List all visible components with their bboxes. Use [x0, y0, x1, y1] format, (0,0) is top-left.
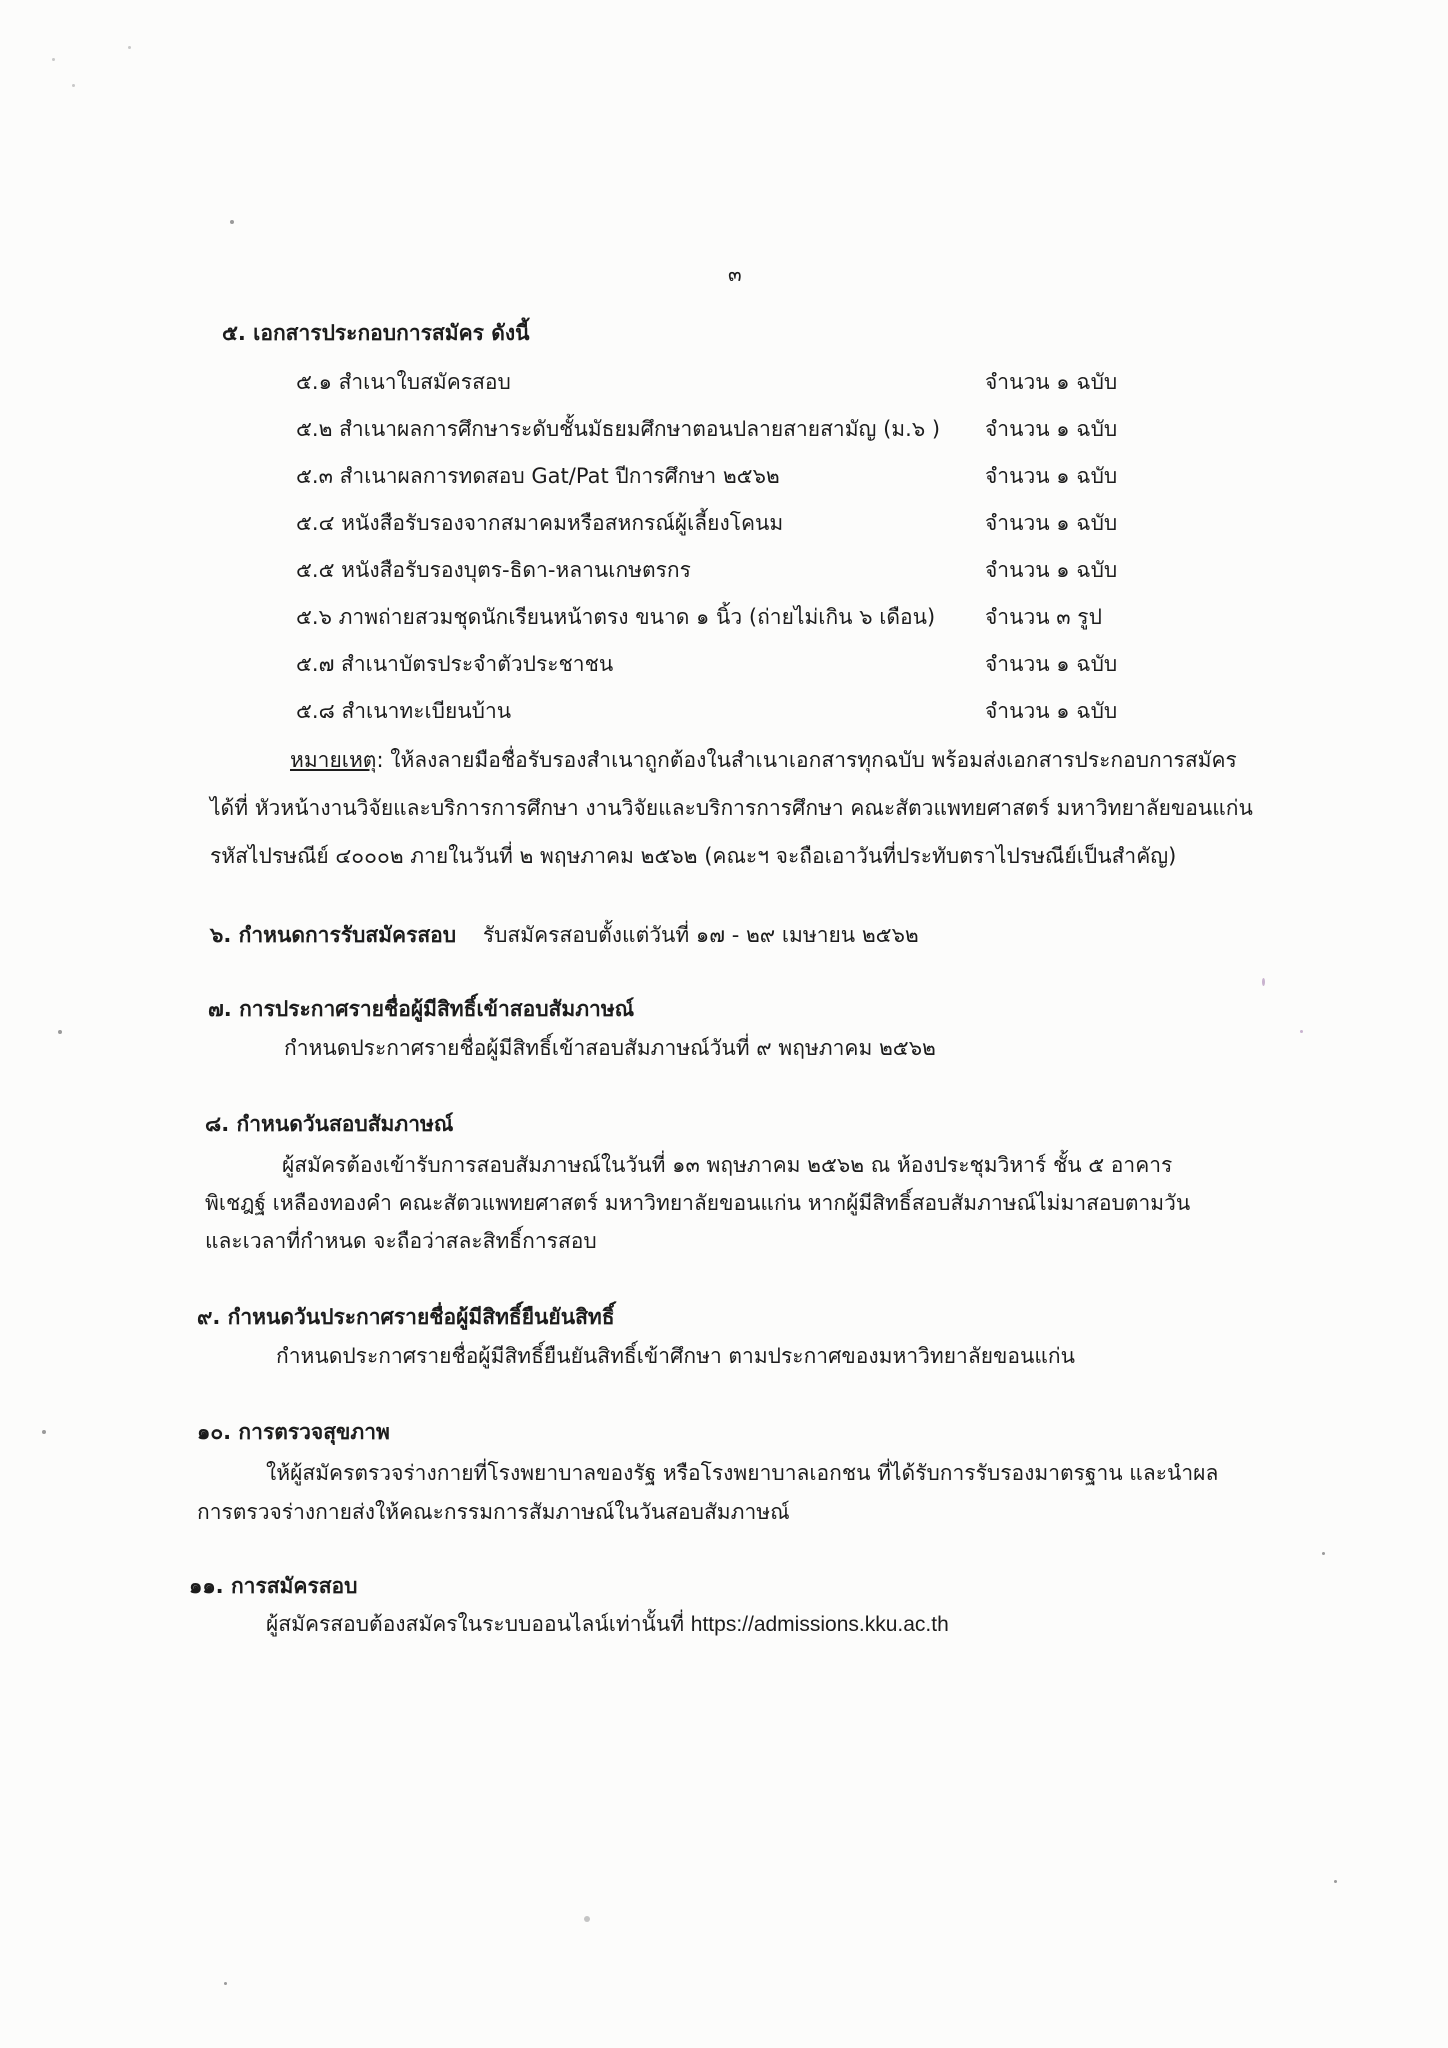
note-label: หมายเหตุ — [290, 748, 377, 772]
section-10-line-1: ให้ผู้สมัครตรวจร่างกายที่โรงพยาบาลของรัฐ หรือโรงพยาบาลเอกชน ที่ได้รับการรับรองมาตรฐาน และนำผล — [266, 1461, 1219, 1485]
admissions-url: https://admissions.kku.ac.th — [690, 1613, 949, 1636]
section-9-heading: ๙. กำหนดวันประกาศรายชื่อผู้มีสิทธิ์ยืนยันสิทธิ์ — [197, 1305, 615, 1329]
scan-speck — [224, 1982, 227, 1985]
item-text: ๕.๓ สำเนาผลการทดสอบ Gat/Pat ปีการศึกษา ๒๕๖๒ — [296, 464, 780, 488]
note-text-1: : ให้ลงลายมือชื่อรับรองสำเนาถูกต้องในสำเนาเอกสารทุกฉบับ พร้อมส่งเอกสารประกอบการสมัคร — [376, 748, 1237, 772]
section-8-line-1: ผู้สมัครต้องเข้ารับการสอบสัมภาษณ์ในวันที่ ๑๓ พฤษภาคม ๒๕๖๒ ณ ห้องประชุมวิหาร์ ชั้น ๕ อาคาร — [282, 1153, 1173, 1177]
section-11-text — [266, 1609, 949, 1640]
section-7-heading: ๗. การประกาศรายชื่อผู้มีสิทธิ์เข้าสอบสัมภาษณ์ — [208, 997, 635, 1021]
section-7-text: กำหนดประกาศรายชื่อผู้มีสิทธิ์เข้าสอบสัมภาษณ์วันที่ ๙ พฤษภาคม ๒๕๖๒ — [284, 1036, 936, 1060]
scan-speck — [52, 58, 55, 61]
scan-speck — [128, 46, 131, 49]
section-10-line-2: การตรวจร่างกายส่งให้คณะกรรมการสัมภาษณ์ในวันสอบสัมภาษณ์ — [197, 1500, 790, 1524]
item-text: ๕.๕ หนังสือรับรองบุตร-ธิดา-หลานเกษตรกร — [296, 558, 691, 582]
note-line-1 — [290, 745, 1237, 775]
item-qty: จำนวน ๑ ฉบับ — [985, 464, 1118, 488]
item-qty: จำนวน ๑ ฉบับ — [985, 511, 1118, 535]
scan-speck — [1334, 1880, 1337, 1883]
scan-speck — [1262, 978, 1265, 986]
item-qty: จำนวน ๑ ฉบับ — [985, 417, 1118, 441]
scan-speck — [230, 220, 234, 224]
section-6-text: รับสมัครสอบตั้งแต่วันที่ ๑๗ - ๒๙ เมษายน ๒๕๖๒ — [482, 923, 919, 947]
section-11-heading: ๑๑. การสมัครสอบ — [189, 1574, 358, 1598]
scan-speck — [42, 1430, 46, 1434]
item-text: ๕.๘ สำเนาทะเบียนบ้าน — [296, 699, 512, 723]
section-5-heading: ๕. เอกสารประกอบการสมัคร ดังนี้ — [222, 321, 530, 345]
item-text: ๕.๗ สำเนาบัตรประจำตัวประชาชน — [296, 652, 614, 676]
item-text: ๕.๔ หนังสือรับรองจากสมาคมหรือสหกรณ์ผู้เลี้ยงโคนม — [296, 511, 784, 535]
item-qty: จำนวน ๑ ฉบับ — [985, 370, 1118, 394]
scan-speck — [58, 1030, 62, 1034]
item-qty: จำนวน ๓ รูป — [985, 605, 1102, 629]
item-text: ๕.๒ สำเนาผลการศึกษาระดับชั้นมัธยมศึกษาตอนปลายสายสามัญ (ม.๖ ) — [296, 417, 941, 441]
section-6-heading: ๖. กำหนดการรับสมัครสอบ — [210, 923, 457, 947]
section-8-line-2: พิเชฎฐ์ เหลืองทองคำ คณะสัตวแพทยศาสตร์ มหาวิทยาลัยขอนแก่น หากผู้มีสิทธิ์สอบสัมภาษณ์ไม่มาสอบตามวัน — [205, 1191, 1191, 1215]
scan-speck — [1322, 1552, 1325, 1555]
section-10-heading: ๑๐. การตรวจสุขภาพ — [197, 1420, 390, 1444]
section-11-label: ผู้สมัครสอบต้องสมัครในระบบออนไลน์เท่านั้นที่ — [266, 1612, 685, 1636]
item-qty: จำนวน ๑ ฉบับ — [985, 699, 1118, 723]
section-8-line-3: และเวลาที่กำหนด จะถือว่าสละสิทธิ์การสอบ — [205, 1229, 597, 1253]
scan-speck — [1300, 1030, 1303, 1033]
scan-speck — [72, 84, 75, 87]
item-text: ๕.๑ สำเนาใบสมัครสอบ — [296, 370, 511, 394]
item-text: ๕.๖ ภาพถ่ายสวมชุดนักเรียนหน้าตรง ขนาด ๑ นิ้ว (ถ่ายไม่เกิน ๖ เดือน) — [296, 605, 936, 629]
section-6 — [210, 920, 919, 950]
note-line-2: ได้ที่ หัวหน้างานวิจัยและบริการการศึกษา งานวิจัยและบริการการศึกษา คณะสัตวแพทยศาสตร์ มหาวิทยาลัยขอนแก่น — [210, 796, 1253, 820]
item-qty: จำนวน ๑ ฉบับ — [985, 652, 1118, 676]
section-9-text: กำหนดประกาศรายชื่อผู้มีสิทธิ์ยืนยันสิทธิ์เข้าศึกษา ตามประกาศของมหาวิทยาลัยขอนแก่น — [276, 1344, 1075, 1368]
page-number: ๓ — [728, 262, 742, 286]
section-8-heading: ๘. กำหนดวันสอบสัมภาษณ์ — [205, 1112, 454, 1136]
note-line-3: รหัสไปรษณีย์ ๔๐๐๐๒ ภายในวันที่ ๒ พฤษภาคม ๒๕๖๒ (คณะฯ จะถือเอาวันที่ประทับตราไปรษณีย์เป็นสำคัญ) — [210, 844, 1177, 868]
scan-speck — [584, 1916, 590, 1922]
item-qty: จำนวน ๑ ฉบับ — [985, 558, 1118, 582]
